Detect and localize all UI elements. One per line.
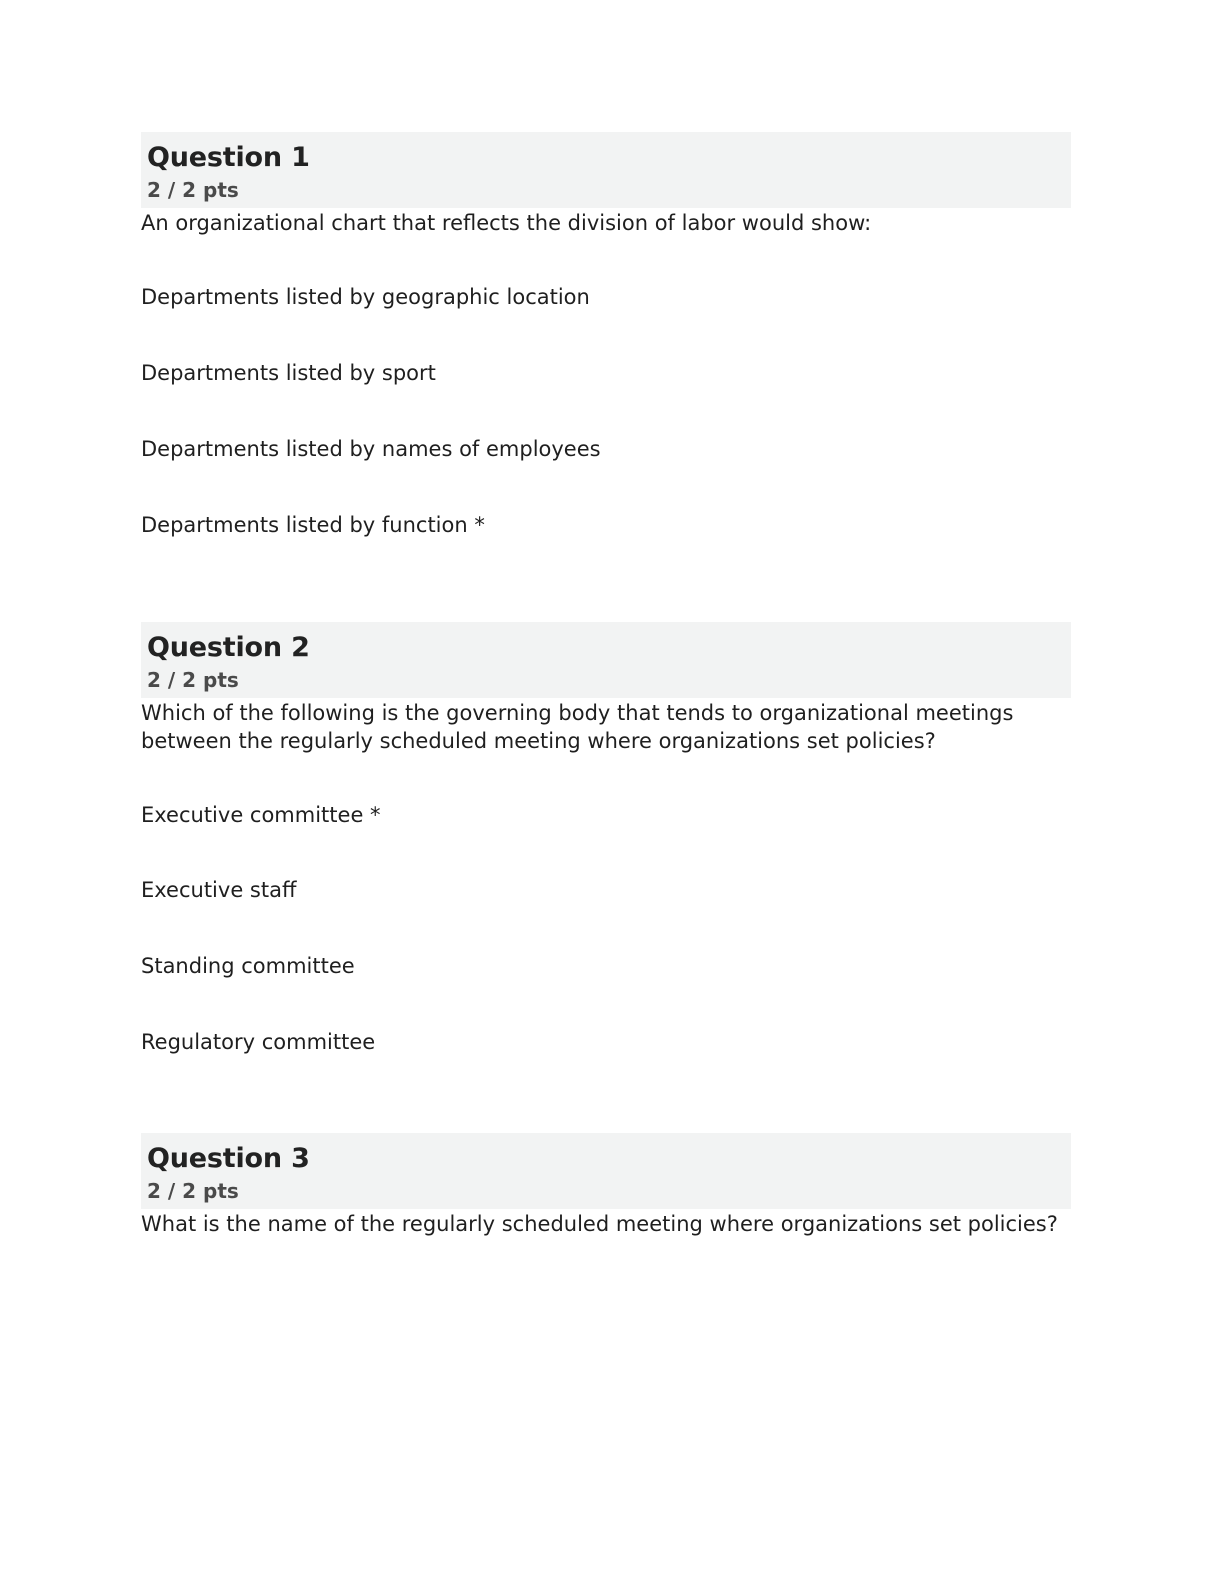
question-text: What is the name of the regularly scheduled meeting where organizations set policies? — [141, 1212, 1058, 1237]
answer-list — [141, 802, 1074, 1058]
section-spacer — [141, 540, 1074, 622]
answer-option[interactable]: Regulatory committee — [141, 1030, 376, 1055]
answer-option[interactable]: Departments listed by names of employees — [141, 436, 601, 461]
question-points: 2 / 2 pts — [147, 178, 239, 203]
question-title: Question 1 — [147, 142, 310, 173]
question-text: Which of the following is the governing body that tends to organizational meetings between the regularly scheduled meeting where organizations set policies? — [141, 700, 1014, 753]
answer-option[interactable]: Departments listed by geographic location — [141, 284, 590, 309]
question-points: 2 / 2 pts — [147, 1179, 239, 1204]
answer-list — [141, 284, 1074, 540]
answer-option[interactable]: Departments listed by function * — [141, 512, 485, 537]
answer-option[interactable]: Standing committee — [141, 954, 355, 979]
question-text: An organizational chart that reflects the division of labor would show: — [141, 211, 872, 236]
question-block-3 — [141, 1133, 1074, 1239]
answer-option[interactable]: Executive committee * — [141, 802, 381, 827]
question-block-1 — [141, 132, 1074, 540]
question-points: 2 / 2 pts — [147, 667, 239, 692]
answer-option[interactable]: Departments listed by sport — [141, 360, 436, 385]
section-spacer — [141, 1057, 1074, 1133]
question-header-2 — [141, 622, 1071, 698]
question-title: Question 2 — [147, 631, 310, 663]
question-title: Question 3 — [147, 1143, 310, 1175]
question-header-1 — [141, 132, 1071, 208]
question-block-2 — [141, 622, 1074, 1058]
answer-option[interactable]: Executive staff — [141, 878, 297, 903]
question-header-3 — [141, 1133, 1071, 1209]
